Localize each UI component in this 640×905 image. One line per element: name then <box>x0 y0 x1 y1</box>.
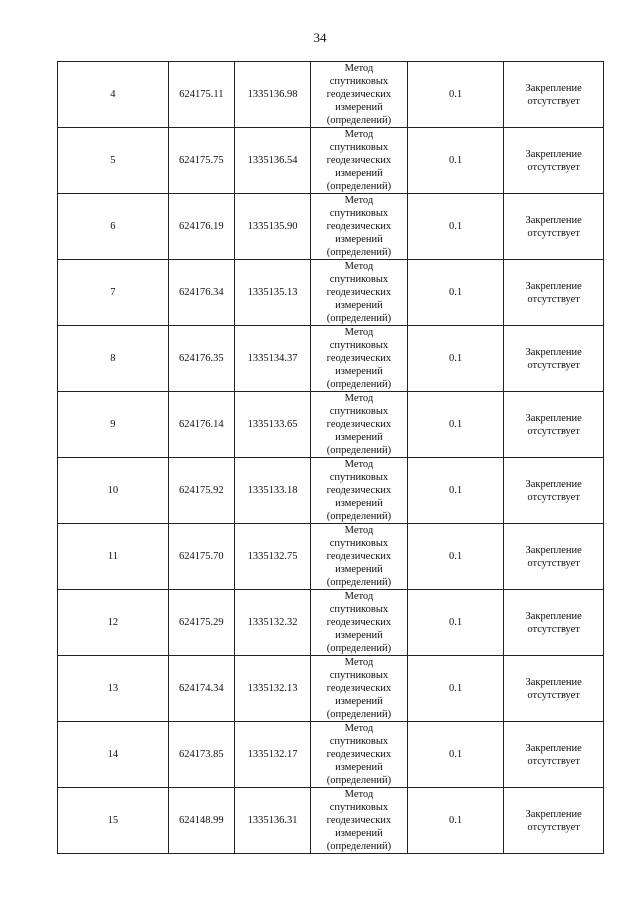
fixation-cell <box>504 128 604 194</box>
x-coordinate-cell: 624176.35 <box>168 326 234 392</box>
method-text-line: геодезических <box>326 287 392 298</box>
fixation-text-line: отсутствует <box>527 359 580 371</box>
y-coordinate-cell: 1335135.90 <box>234 194 310 260</box>
fixation-text-line: отсутствует <box>527 755 580 767</box>
fixation-cell <box>504 326 604 392</box>
y-coordinate-cell: 1335136.31 <box>234 788 310 854</box>
method-text-line: спутниковых <box>329 604 389 615</box>
x-coordinate-cell: 624176.34 <box>168 260 234 326</box>
fixation-cell <box>504 524 604 590</box>
method-cell <box>311 392 408 458</box>
fixation-cell <box>504 260 604 326</box>
method-text-line: Метод <box>344 657 374 668</box>
method-text-line: Метод <box>344 63 374 74</box>
fixation-text-line: отсутствует <box>527 293 580 305</box>
point-number-cell: 15 <box>58 788 169 854</box>
table-row <box>58 524 604 590</box>
method-cell <box>311 788 408 854</box>
y-coordinate-cell: 1335133.65 <box>234 392 310 458</box>
fixation-cell <box>504 590 604 656</box>
fixation-text-line: отсутствует <box>527 425 580 437</box>
method-text-line: спутниковых <box>329 208 389 219</box>
y-coordinate-cell: 1335132.17 <box>234 722 310 788</box>
method-text-line: (определений) <box>326 775 392 786</box>
y-coordinate-cell: 1335134.37 <box>234 326 310 392</box>
accuracy-cell: 0.1 <box>407 656 504 722</box>
method-text-line: Метод <box>344 195 374 206</box>
method-text-line: измерений <box>335 102 383 113</box>
table-row <box>58 392 604 458</box>
method-text-line: измерений <box>335 498 383 509</box>
method-text-line: измерений <box>335 300 383 311</box>
point-number-cell: 4 <box>58 62 169 128</box>
point-number-cell: 12 <box>58 590 169 656</box>
method-text-line: спутниковых <box>329 736 389 747</box>
table-row <box>58 458 604 524</box>
method-text-line: измерений <box>335 630 383 641</box>
method-text-line: спутниковых <box>329 274 389 285</box>
method-text-line: Метод <box>344 459 374 470</box>
accuracy-cell: 0.1 <box>407 326 504 392</box>
point-number-cell: 7 <box>58 260 169 326</box>
x-coordinate-cell: 624175.75 <box>168 128 234 194</box>
fixation-text-line: отсутствует <box>527 623 580 635</box>
accuracy-cell: 0.1 <box>407 260 504 326</box>
x-coordinate-cell: 624175.70 <box>168 524 234 590</box>
y-coordinate-cell: 1335133.18 <box>234 458 310 524</box>
method-text-line: спутниковых <box>329 340 389 351</box>
method-cell <box>311 524 408 590</box>
method-text-line: геодезических <box>326 485 392 496</box>
point-number-cell: 11 <box>58 524 169 590</box>
y-coordinate-cell: 1335132.75 <box>234 524 310 590</box>
method-text-line: (определений) <box>326 247 392 258</box>
method-text-line: (определений) <box>326 577 392 588</box>
method-text-line: Метод <box>344 591 374 602</box>
y-coordinate-cell: 1335136.54 <box>234 128 310 194</box>
method-text-line: спутниковых <box>329 472 389 483</box>
fixation-text-line: отсутствует <box>527 227 580 239</box>
method-text-line: спутниковых <box>329 802 389 813</box>
method-text-line: спутниковых <box>329 538 389 549</box>
fixation-text-line: отсутствует <box>527 491 580 503</box>
method-text-line: геодезических <box>326 617 392 628</box>
method-text-line: измерений <box>335 828 383 839</box>
method-text-line: измерений <box>335 366 383 377</box>
fixation-cell <box>504 722 604 788</box>
table-row <box>58 590 604 656</box>
method-text-line: (определений) <box>326 115 392 126</box>
method-text-line: (определений) <box>326 709 392 720</box>
table-row <box>58 260 604 326</box>
fixation-text-line: Закрепление <box>525 478 582 490</box>
fixation-text-line: Закрепление <box>525 544 582 556</box>
x-coordinate-cell: 624175.92 <box>168 458 234 524</box>
fixation-text-line: отсутствует <box>527 821 580 833</box>
method-cell <box>311 260 408 326</box>
fixation-cell <box>504 788 604 854</box>
method-text-line: Метод <box>344 789 374 800</box>
method-text-line: Метод <box>344 723 374 734</box>
table-row <box>58 722 604 788</box>
method-text-line: (определений) <box>326 841 392 852</box>
method-text-line: Метод <box>344 261 374 272</box>
point-number-cell: 13 <box>58 656 169 722</box>
method-text-line: (определений) <box>326 181 392 192</box>
point-number-cell: 5 <box>58 128 169 194</box>
y-coordinate-cell: 1335132.13 <box>234 656 310 722</box>
table-row <box>58 788 604 854</box>
method-text-line: геодезических <box>326 551 392 562</box>
fixation-text-line: отсутствует <box>527 557 580 569</box>
accuracy-cell: 0.1 <box>407 722 504 788</box>
accuracy-cell: 0.1 <box>407 788 504 854</box>
method-text-line: геодезических <box>326 815 392 826</box>
method-text-line: геодезических <box>326 749 392 760</box>
method-text-line: Метод <box>344 327 374 338</box>
fixation-text-line: отсутствует <box>527 689 580 701</box>
accuracy-cell: 0.1 <box>407 458 504 524</box>
method-text-line: (определений) <box>326 643 392 654</box>
method-text-line: (определений) <box>326 511 392 522</box>
point-number-cell: 10 <box>58 458 169 524</box>
y-coordinate-cell: 1335132.32 <box>234 590 310 656</box>
table-row <box>58 194 604 260</box>
fixation-cell <box>504 62 604 128</box>
method-cell <box>311 590 408 656</box>
method-text-line: геодезических <box>326 221 392 232</box>
method-cell <box>311 194 408 260</box>
x-coordinate-cell: 624175.11 <box>168 62 234 128</box>
method-text-line: геодезических <box>326 683 392 694</box>
y-coordinate-cell: 1335135.13 <box>234 260 310 326</box>
method-cell <box>311 326 408 392</box>
accuracy-cell: 0.1 <box>407 392 504 458</box>
fixation-text-line: Закрепление <box>525 280 582 292</box>
method-text-line: геодезических <box>326 353 392 364</box>
table-row <box>58 128 604 194</box>
method-cell <box>311 722 408 788</box>
x-coordinate-cell: 624175.29 <box>168 590 234 656</box>
method-text-line: измерений <box>335 234 383 245</box>
fixation-cell <box>504 392 604 458</box>
method-text-line: (определений) <box>326 379 392 390</box>
fixation-text-line: Закрепление <box>525 808 582 820</box>
method-text-line: измерений <box>335 696 383 707</box>
fixation-cell <box>504 656 604 722</box>
fixation-text-line: Закрепление <box>525 82 582 94</box>
method-text-line: измерений <box>335 432 383 443</box>
coordinates-table <box>57 61 604 854</box>
method-text-line: измерений <box>335 762 383 773</box>
y-coordinate-cell: 1335136.98 <box>234 62 310 128</box>
method-cell <box>311 656 408 722</box>
x-coordinate-cell: 624174.34 <box>168 656 234 722</box>
fixation-cell <box>504 458 604 524</box>
x-coordinate-cell: 624148.99 <box>168 788 234 854</box>
fixation-text-line: отсутствует <box>527 161 580 173</box>
table-row <box>58 326 604 392</box>
fixation-text-line: Закрепление <box>525 676 582 688</box>
method-text-line: спутниковых <box>329 670 389 681</box>
x-coordinate-cell: 624176.14 <box>168 392 234 458</box>
fixation-text-line: отсутствует <box>527 95 580 107</box>
x-coordinate-cell: 624176.19 <box>168 194 234 260</box>
method-text-line: Метод <box>344 129 374 140</box>
fixation-text-line: Закрепление <box>525 346 582 358</box>
table-row <box>58 62 604 128</box>
point-number-cell: 9 <box>58 392 169 458</box>
method-text-line: Метод <box>344 525 374 536</box>
fixation-cell <box>504 194 604 260</box>
fixation-text-line: Закрепление <box>525 214 582 226</box>
method-cell <box>311 458 408 524</box>
point-number-cell: 8 <box>58 326 169 392</box>
method-text-line: спутниковых <box>329 406 389 417</box>
accuracy-cell: 0.1 <box>407 62 504 128</box>
method-text-line: геодезических <box>326 89 392 100</box>
table-body <box>58 62 604 854</box>
accuracy-cell: 0.1 <box>407 590 504 656</box>
fixation-text-line: Закрепление <box>525 148 582 160</box>
fixation-text-line: Закрепление <box>525 610 582 622</box>
point-number-cell: 6 <box>58 194 169 260</box>
x-coordinate-cell: 624173.85 <box>168 722 234 788</box>
method-text-line: геодезических <box>326 155 392 166</box>
method-text-line: Метод <box>344 393 374 404</box>
accuracy-cell: 0.1 <box>407 524 504 590</box>
method-cell <box>311 128 408 194</box>
accuracy-cell: 0.1 <box>407 128 504 194</box>
method-text-line: измерений <box>335 564 383 575</box>
method-text-line: (определений) <box>326 313 392 324</box>
method-text-line: спутниковых <box>329 142 389 153</box>
method-text-line: (определений) <box>326 445 392 456</box>
fixation-text-line: Закрепление <box>525 742 582 754</box>
point-number-cell: 14 <box>58 722 169 788</box>
method-text-line: измерений <box>335 168 383 179</box>
fixation-text-line: Закрепление <box>525 412 582 424</box>
method-text-line: спутниковых <box>329 76 389 87</box>
accuracy-cell: 0.1 <box>407 194 504 260</box>
page-number: 34 <box>313 30 327 45</box>
table-row <box>58 656 604 722</box>
method-text-line: геодезических <box>326 419 392 430</box>
method-cell <box>311 62 408 128</box>
